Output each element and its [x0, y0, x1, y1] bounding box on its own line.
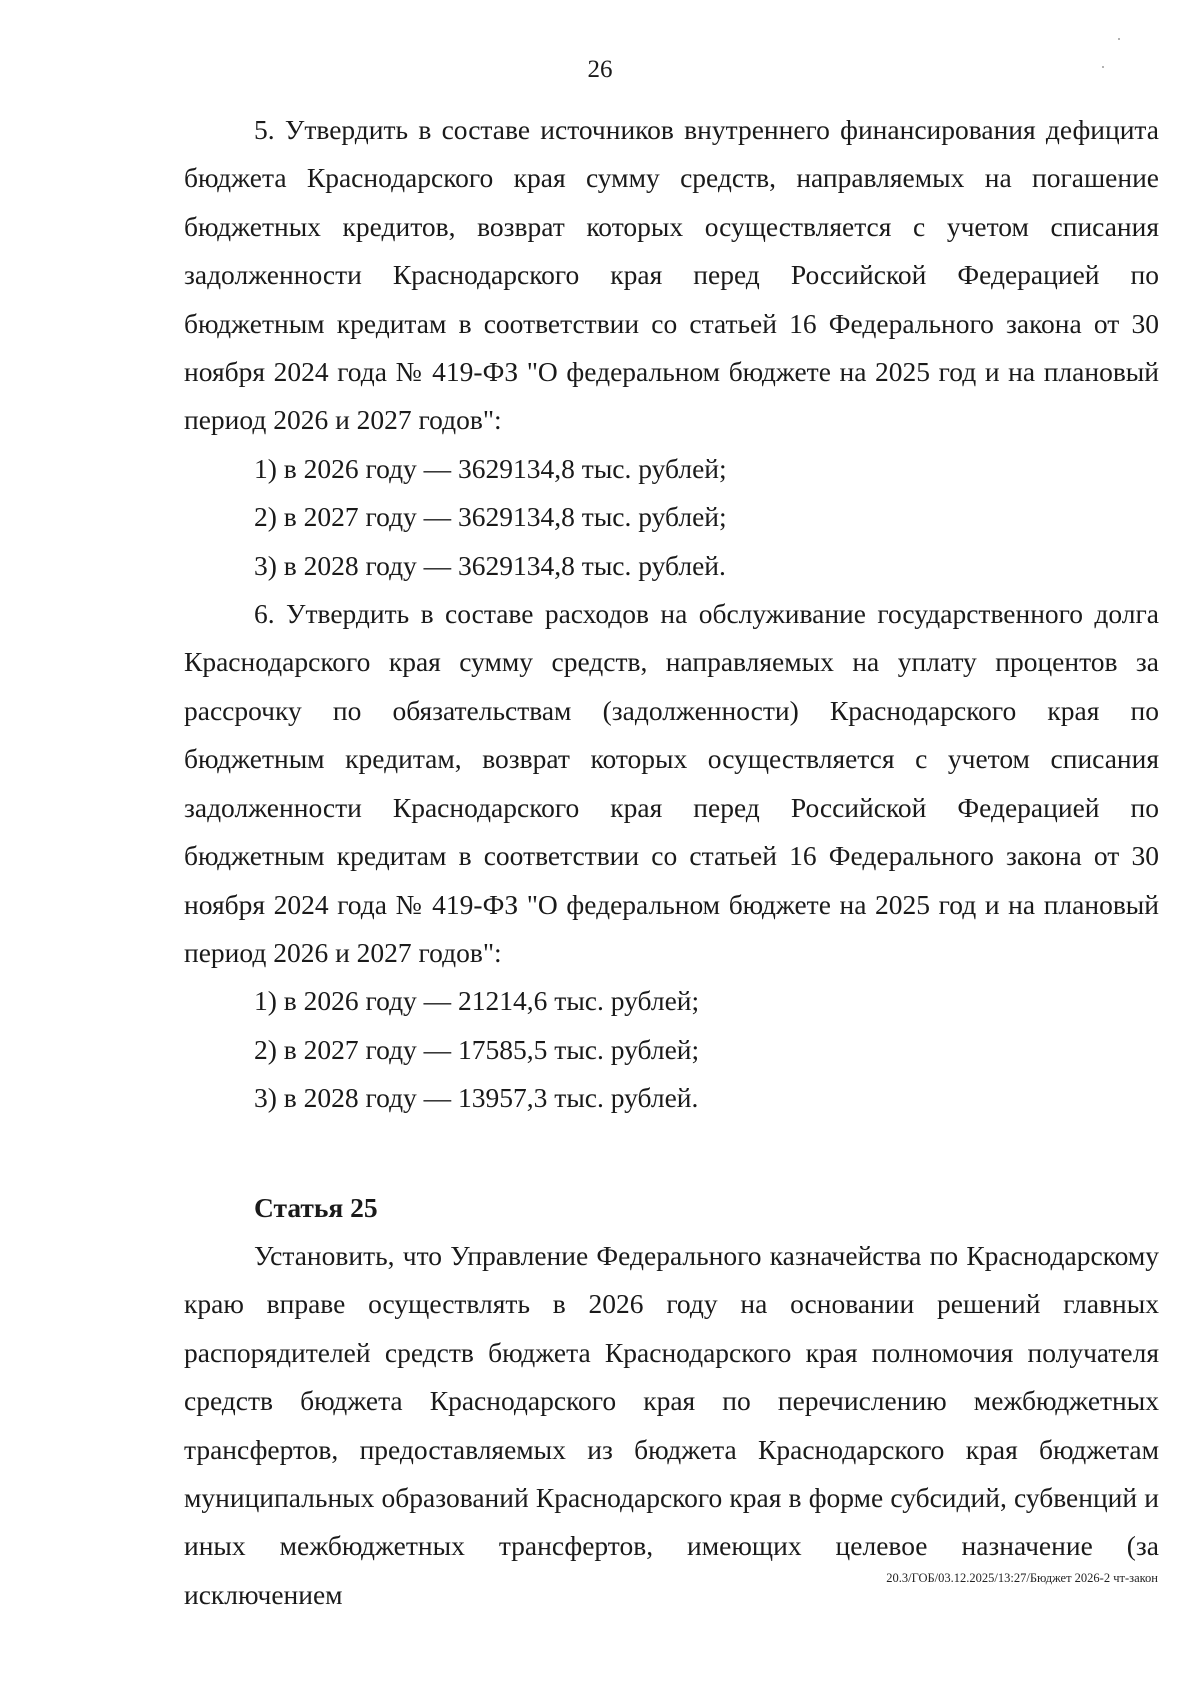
section-5-item: 2) в 2027 году — 3629134,8 тыс. рублей;	[254, 501, 727, 533]
document-footer-code: 20.3/ГОБ/03.12.2025/13:27/Бюджет 2026-2 чт-закон	[886, 1571, 1158, 1585]
article-25-paragraph: Установить, что Управление Федерального казначейства по Краснодарскому краю вправе осуществлять в 2026 году на основании решений главных распорядителей средств бюджета Краснодарского края полномочия получателя средств бюджета Краснодарского края по перечислению межбюджетных трансфертов, предоставляемых из бюджета Краснодарского края бюджетам муниципальных образований Краснодарского края в форме субсидий, субвенций и иных межбюджетных трансфертов, имеющих целевое назначение (за исключением	[184, 1239, 1159, 1610]
section-5-paragraph: 5. Утвердить в составе источников внутреннего финансирования дефицита бюджета Краснодарского края сумму средств, направляемых на погашение бюджетных кредитов, возврат которых осуществляется с учетом списания задолженности Краснодарского края перед Российской Федерацией по бюджетным кредитам в соответствии со статьей 16 Федерального закона от 30 ноября 2024 года № 419-ФЗ "О федеральном бюджете на 2025 год и на плановый период 2026 и 2027 годов":	[184, 114, 1159, 436]
section-6-item: 1) в 2026 году — 21214,6 тыс. рублей;	[254, 985, 700, 1017]
page-number: 26	[587, 56, 613, 83]
section-6-item: 2) в 2027 году — 17585,5 тыс. рублей;	[254, 1033, 700, 1065]
article-25-heading: Статья 25	[254, 1191, 378, 1223]
scan-speck	[1102, 66, 1104, 68]
section-5-item: 1) в 2026 году — 3629134,8 тыс. рублей;	[254, 452, 727, 484]
section-5-item: 3) в 2028 году — 3629134,8 тыс. рублей.	[254, 549, 726, 581]
section-6-item: 3) в 2028 году — 13957,3 тыс. рублей.	[254, 1082, 699, 1114]
scan-speck	[1118, 38, 1120, 40]
document-body	[184, 106, 1159, 1619]
section-6-paragraph: 6. Утвердить в составе расходов на обслуживание государственного долга Краснодарского края сумму средств, направляемых на уплату процентов за рассрочку по обязательствам (задолженности) Краснодарского края по бюджетным кредитам, возврат которых осуществляется с учетом списания задолженности Краснодарского края перед Российской Федерацией по бюджетным кредитам в соответствии со статьей 16 Федерального закона от 30 ноября 2024 года № 419-ФЗ "О федеральном бюджете на 2025 год и на плановый период 2026 и 2027 годов":	[184, 598, 1159, 968]
